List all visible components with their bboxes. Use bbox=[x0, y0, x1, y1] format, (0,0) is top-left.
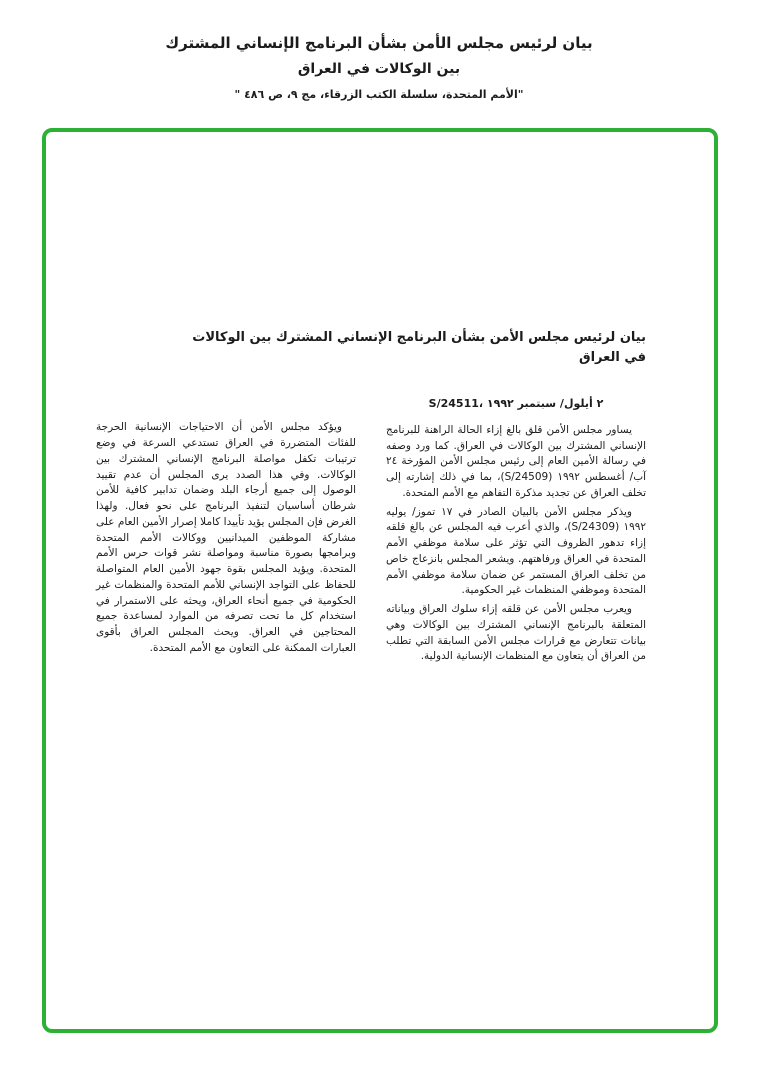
column-left bbox=[96, 396, 356, 668]
document-title-line1: بيان لرئيس مجلس الأمن بشأن البرنامج الإنساني المشترك بين الوكالات bbox=[192, 330, 646, 345]
column-right-paragraphs bbox=[386, 423, 646, 665]
paragraph: ويعرب مجلس الأمن عن قلقه إزاء سلوك العراق وبياناته المتعلقة بالبرنامج الإنساني المشترك بين الوكالات وهي بيانات تتعارض مع قرارات مجلس الأمن السابقة التي تطلب من العراق أن يتعاون مع المنظمات الإنسانية الدولية. bbox=[386, 603, 646, 663]
header-title-line1: بيان لرئيس مجلس الأمن بشأن البرنامج الإنساني المشترك bbox=[165, 34, 593, 52]
document-title bbox=[96, 328, 646, 368]
document-symbol: S/24511، bbox=[428, 397, 484, 411]
column-right bbox=[386, 396, 646, 668]
header-source-citation: "الأمم المتحدة، سلسلة الكتب الزرقاء، مج ٩، ص ٤٨٦ " bbox=[234, 88, 524, 101]
document-reference-line bbox=[386, 396, 646, 413]
column-left-paragraphs bbox=[96, 420, 356, 656]
paragraph: ويؤكد مجلس الأمن أن الاحتياجات الإنسانية الحرجة للفئات المتضررة في العراق تستدعي السرعة في وضع ترتيبات تكفل مواصلة البرنامج الإنساني المشترك بين الوكالات. وفي هذا الصدد يرى المجلس أن عدم تقييد الوصول إلى جميع أرجاء البلد وضمان تدابير كافية للأمن شرطان أساسيان لتنفيذ البرنامج على نحو فعال. ولهذا الغرض فإن المجلس يؤيد تأييدا كاملا إصرار الأمين العام على مشاركة الموظفين الميدانيين ووكالات الأمم المتحدة وبرامجها بصورة مناسبة ومواصلة نشر قوات حرس الأمم المتحدة. ويؤيد المجلس بقوة جهود الأمين العام المتواصلة للحفاظ على التواجد الإنساني للأمم المتحدة والمنظمات غير الحكومية في جميع أنحاء العراق، ويحثه على الاستمرار في استخدام كل ما تحت تصرفه من الموارد لمساعدة جميع المحتاجين في العراق. ويحث المجلس العراق بأقوى العبارات الممكنة على التعاون مع الأمم المتحدة. bbox=[96, 421, 356, 654]
document-columns bbox=[96, 396, 646, 668]
header-title-line2: بين الوكالات في العراق bbox=[297, 61, 461, 77]
scanned-document-frame bbox=[42, 128, 718, 1033]
document-date: ٢ أيلول/ سبتمبر ١٩٩٢ bbox=[486, 397, 604, 411]
document-title-line2: في العراق bbox=[578, 350, 646, 366]
paragraph: ويذكر مجلس الأمن بالبيان الصادر في ١٧ تموز/ يوليه ١٩٩٢ (S/24309)، والذي أعرب فيه المجلس عن بالغ قلقه إزاء تدهور الظروف التي تؤثر على سلامة موظفي الأمم المتحدة في العراق ورفاهتهم. ويشعر المجلس بانزعاج خاص من تخلف العراق المستمر عن ضمان سلامة موظفي الأمم المتحدة وموظفي المنظمات غير الحكومية. bbox=[386, 505, 646, 597]
page-header bbox=[0, 34, 758, 101]
paragraph: يساور مجلس الأمن قلق بالغ إزاء الحالة الراهنة للبرنامج الإنساني المشترك بين الوكالات في العراق. كما ورد وصفه في رسالة الأمين العام إلى رئيس مجلس الأمن المؤرخة ٢٤ آب/ أغسطس ١٩٩٢ (S/24509)، بما في ذلك إشارته إلى تخلف العراق عن تجديد مذكرة التفاهم مع الأمم المتحدة. bbox=[386, 423, 647, 499]
